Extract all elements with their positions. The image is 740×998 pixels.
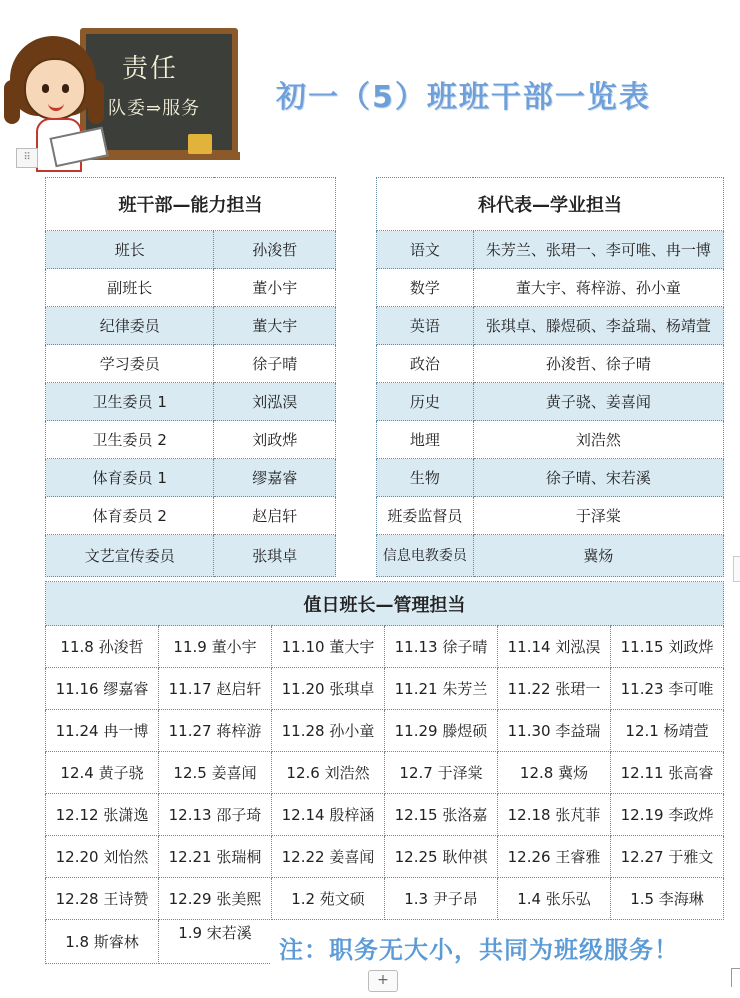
names-cell: 冀炀 [473, 535, 723, 577]
table-row [377, 307, 724, 345]
duty-cell: 12.18 张芃菲 [498, 794, 611, 836]
subject-cell: 班委监督员 [377, 497, 474, 535]
duty-cell: 12.26 王睿雅 [498, 836, 611, 878]
duty-cell: 11.27 蒋梓游 [159, 710, 272, 752]
table-row [46, 710, 724, 752]
subject-cell: 数学 [377, 269, 474, 307]
table-row [46, 878, 724, 920]
duty-cell: 12.14 殷梓涵 [272, 794, 385, 836]
table-row [46, 794, 724, 836]
duty-cell: 11.8 孙浚哲 [46, 626, 159, 668]
name-cell: 孙浚哲 [214, 231, 336, 269]
role-cell: 班长 [46, 231, 214, 269]
footer-note: 注：职务无大小，共同为班级服务！ [279, 936, 679, 964]
subject-cell: 历史 [377, 383, 474, 421]
name-cell: 董小宇 [214, 269, 336, 307]
board-text-service: 队委⇒服务 [108, 98, 201, 119]
duty-cell: 12.4 黄子骁 [46, 752, 159, 794]
duty-cell: 12.15 张洛嘉 [385, 794, 498, 836]
duty-cell: 11.9 董小宇 [159, 626, 272, 668]
table-row [377, 421, 724, 459]
table-row [46, 421, 336, 459]
table-row [46, 459, 336, 497]
names-cell: 孙浚哲、徐子晴 [473, 345, 723, 383]
duty-cell: 11.23 李可唯 [611, 668, 724, 710]
duty-cell: 11.20 张琪卓 [272, 668, 385, 710]
table-row [46, 836, 724, 878]
table-row [377, 535, 724, 577]
name-cell: 董大宇 [214, 307, 336, 345]
table-row [377, 383, 724, 421]
role-cell: 纪律委员 [46, 307, 214, 345]
duty-cell: 12.7 于泽棠 [385, 752, 498, 794]
role-cell: 学习委员 [46, 345, 214, 383]
right-eye [62, 84, 69, 93]
name-cell: 赵启轩 [214, 497, 336, 535]
names-cell: 于泽棠 [473, 497, 723, 535]
subject-cell: 生物 [377, 459, 474, 497]
table-gap [336, 177, 376, 581]
role-cell: 体育委员 1 [46, 459, 214, 497]
duty-cell: 11.10 董大宇 [272, 626, 385, 668]
duty-cell: 12.13 邵子琦 [159, 794, 272, 836]
duty-cell: 11.22 张珺一 [498, 668, 611, 710]
duty-cell: 1.3 尹子昂 [385, 878, 498, 920]
role-cell: 卫生委员 2 [46, 421, 214, 459]
pencil-cup-icon [188, 134, 212, 154]
page-corner-mark [731, 968, 740, 987]
subject-table [376, 177, 724, 577]
table-row [46, 626, 724, 668]
drag-handle-icon[interactable]: ⠿ [16, 148, 38, 168]
names-cell: 徐子晴、宋若溪 [473, 459, 723, 497]
duty-cell: 11.16 缪嘉睿 [46, 668, 159, 710]
duty-cell: 1.5 李海琳 [611, 878, 724, 920]
name-cell: 张琪卓 [214, 535, 336, 577]
name-cell: 徐子晴 [214, 345, 336, 383]
name-cell: 刘政烨 [214, 421, 336, 459]
duty-cell: 11.14 刘泓淏 [498, 626, 611, 668]
duty-table-title: 值日班长—管理担当 [46, 582, 724, 626]
table-row [46, 497, 336, 535]
subject-cell: 政治 [377, 345, 474, 383]
duty-cell: 12.21 张瑞桐 [159, 836, 272, 878]
duty-cell: 1.8 斯睿林 [46, 920, 159, 964]
duty-cell: 11.15 刘政烨 [611, 626, 724, 668]
mouth [48, 100, 64, 111]
table-row [46, 752, 724, 794]
duty-cell: 1.2 苑文硕 [272, 878, 385, 920]
duty-cell: 12.22 姜喜闻 [272, 836, 385, 878]
duty-cell: 12.8 冀炀 [498, 752, 611, 794]
duty-cell: 12.19 李政烨 [611, 794, 724, 836]
duty-cell: 1.9 宋若溪 [159, 920, 272, 964]
duty-cell: 12.20 刘怡然 [46, 836, 159, 878]
names-cell: 刘浩然 [473, 421, 723, 459]
page-title: 初一（5）班班干部一览表 [276, 80, 651, 115]
table-row [46, 535, 336, 577]
role-cell: 卫生委员 1 [46, 383, 214, 421]
header-illustration [0, 0, 250, 172]
name-cell: 刘泓淏 [214, 383, 336, 421]
table-row [377, 497, 724, 535]
duty-cell: 12.27 于雅文 [611, 836, 724, 878]
subject-table-title: 科代表—学业担当 [377, 178, 724, 231]
duty-cell: 11.29 滕煜硕 [385, 710, 498, 752]
cadre-table-title: 班干部—能力担当 [46, 178, 336, 231]
duty-cell: 11.30 李益瑞 [498, 710, 611, 752]
duty-cell: 12.28 王诗赞 [46, 878, 159, 920]
add-row-button[interactable]: + [368, 970, 398, 992]
subject-cell: 地理 [377, 421, 474, 459]
duty-table [45, 581, 724, 964]
names-cell: 朱芳兰、张珺一、李可唯、冉一博 [473, 231, 723, 269]
table-row [377, 459, 724, 497]
duty-cell: 1.4 张乐弘 [498, 878, 611, 920]
board-text-responsibility: 责任 [122, 54, 179, 84]
girl-face-icon [24, 58, 86, 120]
table-row [46, 383, 336, 421]
role-cell: 副班长 [46, 269, 214, 307]
duty-cell: 11.13 徐子晴 [385, 626, 498, 668]
table-row [377, 231, 724, 269]
duty-cell: 12.12 张潇逸 [46, 794, 159, 836]
cadre-table [45, 177, 336, 577]
duty-cell: 11.17 赵启轩 [159, 668, 272, 710]
table-row [46, 668, 724, 710]
table-row [377, 269, 724, 307]
subject-cell: 英语 [377, 307, 474, 345]
role-cell: 体育委员 2 [46, 497, 214, 535]
subject-cell: 语文 [377, 231, 474, 269]
duty-cell: 12.5 姜喜闻 [159, 752, 272, 794]
duty-cell: 11.24 冉一博 [46, 710, 159, 752]
names-cell: 张琪卓、滕煜硕、李益瑞、杨靖萱 [473, 307, 723, 345]
table-row [377, 345, 724, 383]
names-cell: 黄子骁、姜喜闻 [473, 383, 723, 421]
table-row [46, 345, 336, 383]
duty-cell: 11.21 朱芳兰 [385, 668, 498, 710]
duty-cell: 12.25 耿仲祺 [385, 836, 498, 878]
duty-cell: 11.28 孙小童 [272, 710, 385, 752]
subject-cell: 信息电教委员 [377, 535, 474, 577]
table-row [46, 307, 336, 345]
left-eye [42, 84, 49, 93]
names-cell: 董大宇、蒋梓游、孙小童 [473, 269, 723, 307]
duty-cell: 12.1 杨靖萱 [611, 710, 724, 752]
table-row [46, 269, 336, 307]
duty-cell: 12.29 张美熙 [159, 878, 272, 920]
role-cell: 文艺宣传委员 [46, 535, 214, 577]
table-row [46, 231, 336, 269]
side-resize-handle[interactable] [733, 556, 740, 582]
name-cell: 缪嘉睿 [214, 459, 336, 497]
duty-cell: 12.11 张高睿 [611, 752, 724, 794]
duty-cell: 12.6 刘浩然 [272, 752, 385, 794]
